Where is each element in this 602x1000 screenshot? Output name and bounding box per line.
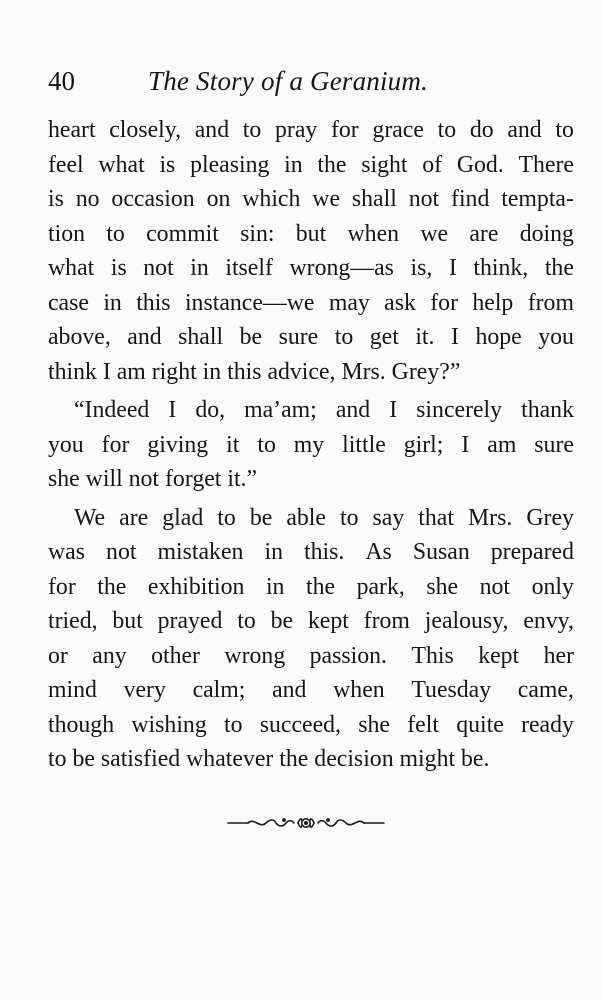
text-line: feel what is pleasing in the sight of God. There — [48, 151, 574, 178]
text-line: is no occasion on which we shall not find tempta- — [48, 186, 574, 212]
text-line: she will not forget it.” — [48, 466, 258, 492]
text-line: We are glad to be able to say that Mrs. Grey — [74, 504, 574, 531]
text-line: tion to commit sin: but when we are doing — [48, 220, 574, 247]
paragraph-2 — [48, 393, 574, 497]
page-number: 40 — [48, 66, 75, 96]
text-line: was not mistaken in this. As Susan prepared — [48, 539, 574, 565]
text-line: tried, but prayed to be kept from jealousy, envy, — [48, 608, 574, 634]
text-line: mind very calm; and when Tuesday came, — [48, 677, 574, 703]
text-line: you for giving it to my little girl; I am sure — [48, 431, 574, 458]
text-line: or any other wrong passion. This kept her — [48, 642, 574, 669]
text-line: think I am right in this advice, Mrs. Grey?” — [48, 358, 461, 385]
paragraph-3 — [48, 501, 574, 777]
text-line: though wishing to succeed, she felt quite ready — [48, 711, 574, 738]
text-line: to be satisfied whatever the decision might be. — [48, 746, 490, 772]
text-line: “Indeed I do, ma’am; and I sincerely thank — [74, 397, 574, 423]
text-line: above, and shall be sure to get it. I hope you — [48, 324, 574, 350]
text-line: case in this instance—we may ask for help from — [48, 289, 574, 316]
paragraph-1 — [48, 113, 574, 389]
floral-tailpiece-icon — [226, 813, 386, 833]
text-line: for the exhibition in the park, she not only — [48, 573, 574, 600]
body-text — [48, 113, 574, 777]
running-header — [48, 66, 528, 100]
running-title: The Story of a Geranium. — [148, 66, 429, 96]
text-line: heart closely, and to pray for grace to do and to — [48, 117, 574, 143]
text-line: what is not in itself wrong—as is, I think, the — [48, 255, 574, 281]
